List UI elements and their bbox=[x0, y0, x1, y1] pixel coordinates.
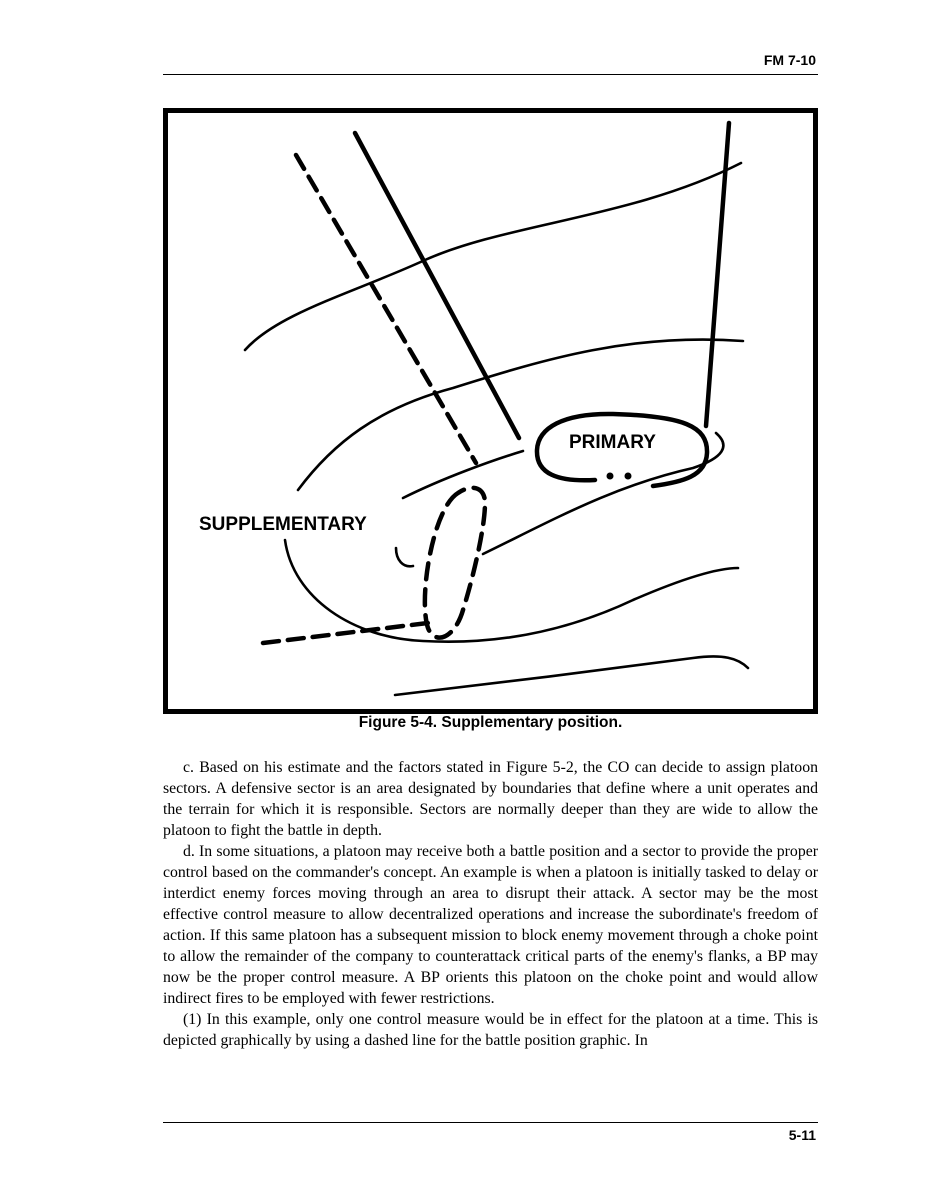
figure-frame bbox=[166, 111, 816, 712]
sector-boundaries bbox=[296, 123, 729, 463]
paragraph-d: d. In some situations, a platoon may receive both a battle position and a sector to provide the proper control based on the commander's concept. An example is when a platoon is initially tasked to delay or interdict enemy forces moving through an area to disrupt their attack. A sector may be the most effective control measure to allow decentralized operations and increase the subordinate's freedom of action. If this same platoon has a subsequent mission to block enemy movement through a choke point to allow the remainder of the company to counterattack critical parts of the enemy's flanks, a BP may now be the proper control measure. A BP orients this platoon on the choke point and would allow indirect fires to be employed with fewer restrictions. bbox=[163, 843, 818, 1007]
right-sector-boundary bbox=[706, 123, 729, 426]
footer-rule bbox=[163, 1122, 818, 1123]
primary-dot-2 bbox=[625, 473, 632, 480]
body-text bbox=[163, 757, 818, 1051]
supplementary-battle-position bbox=[263, 488, 485, 643]
supplementary-label: SUPPLEMENTARY bbox=[199, 514, 367, 535]
header-rule bbox=[163, 74, 818, 75]
primary-dot-1 bbox=[607, 473, 614, 480]
contour-line-1 bbox=[245, 163, 741, 350]
primary-label: PRIMARY bbox=[569, 432, 656, 453]
paragraph-d1: (1) In this example, only one control measure would be in effect for the platoon at a time. This is depicted graphically by using a dashed line for the battle position graphic. In bbox=[163, 1011, 818, 1049]
contour-line-6 bbox=[396, 548, 413, 566]
figure-5-4 bbox=[163, 108, 818, 714]
contour-line-2 bbox=[298, 339, 743, 490]
contour-line-7 bbox=[395, 656, 748, 695]
page-number: 5-11 bbox=[788, 1127, 816, 1143]
figure-caption: Figure 5-4. Supplementary position. bbox=[358, 714, 623, 731]
terrain-contours bbox=[245, 163, 748, 695]
supplementary-position-outline bbox=[425, 488, 485, 638]
paragraph-c: c. Based on his estimate and the factors stated in Figure 5-2, the CO can decide to assign platoon sectors. A defensive sector is an area designated by boundaries that define where a unit operates and the terrain for which it is responsible. Sectors are normally deeper than they are wide to allow the platoon to fight the battle in depth. bbox=[163, 759, 818, 839]
running-header: FM 7-10 bbox=[763, 52, 816, 68]
contour-line-5 bbox=[285, 540, 738, 642]
